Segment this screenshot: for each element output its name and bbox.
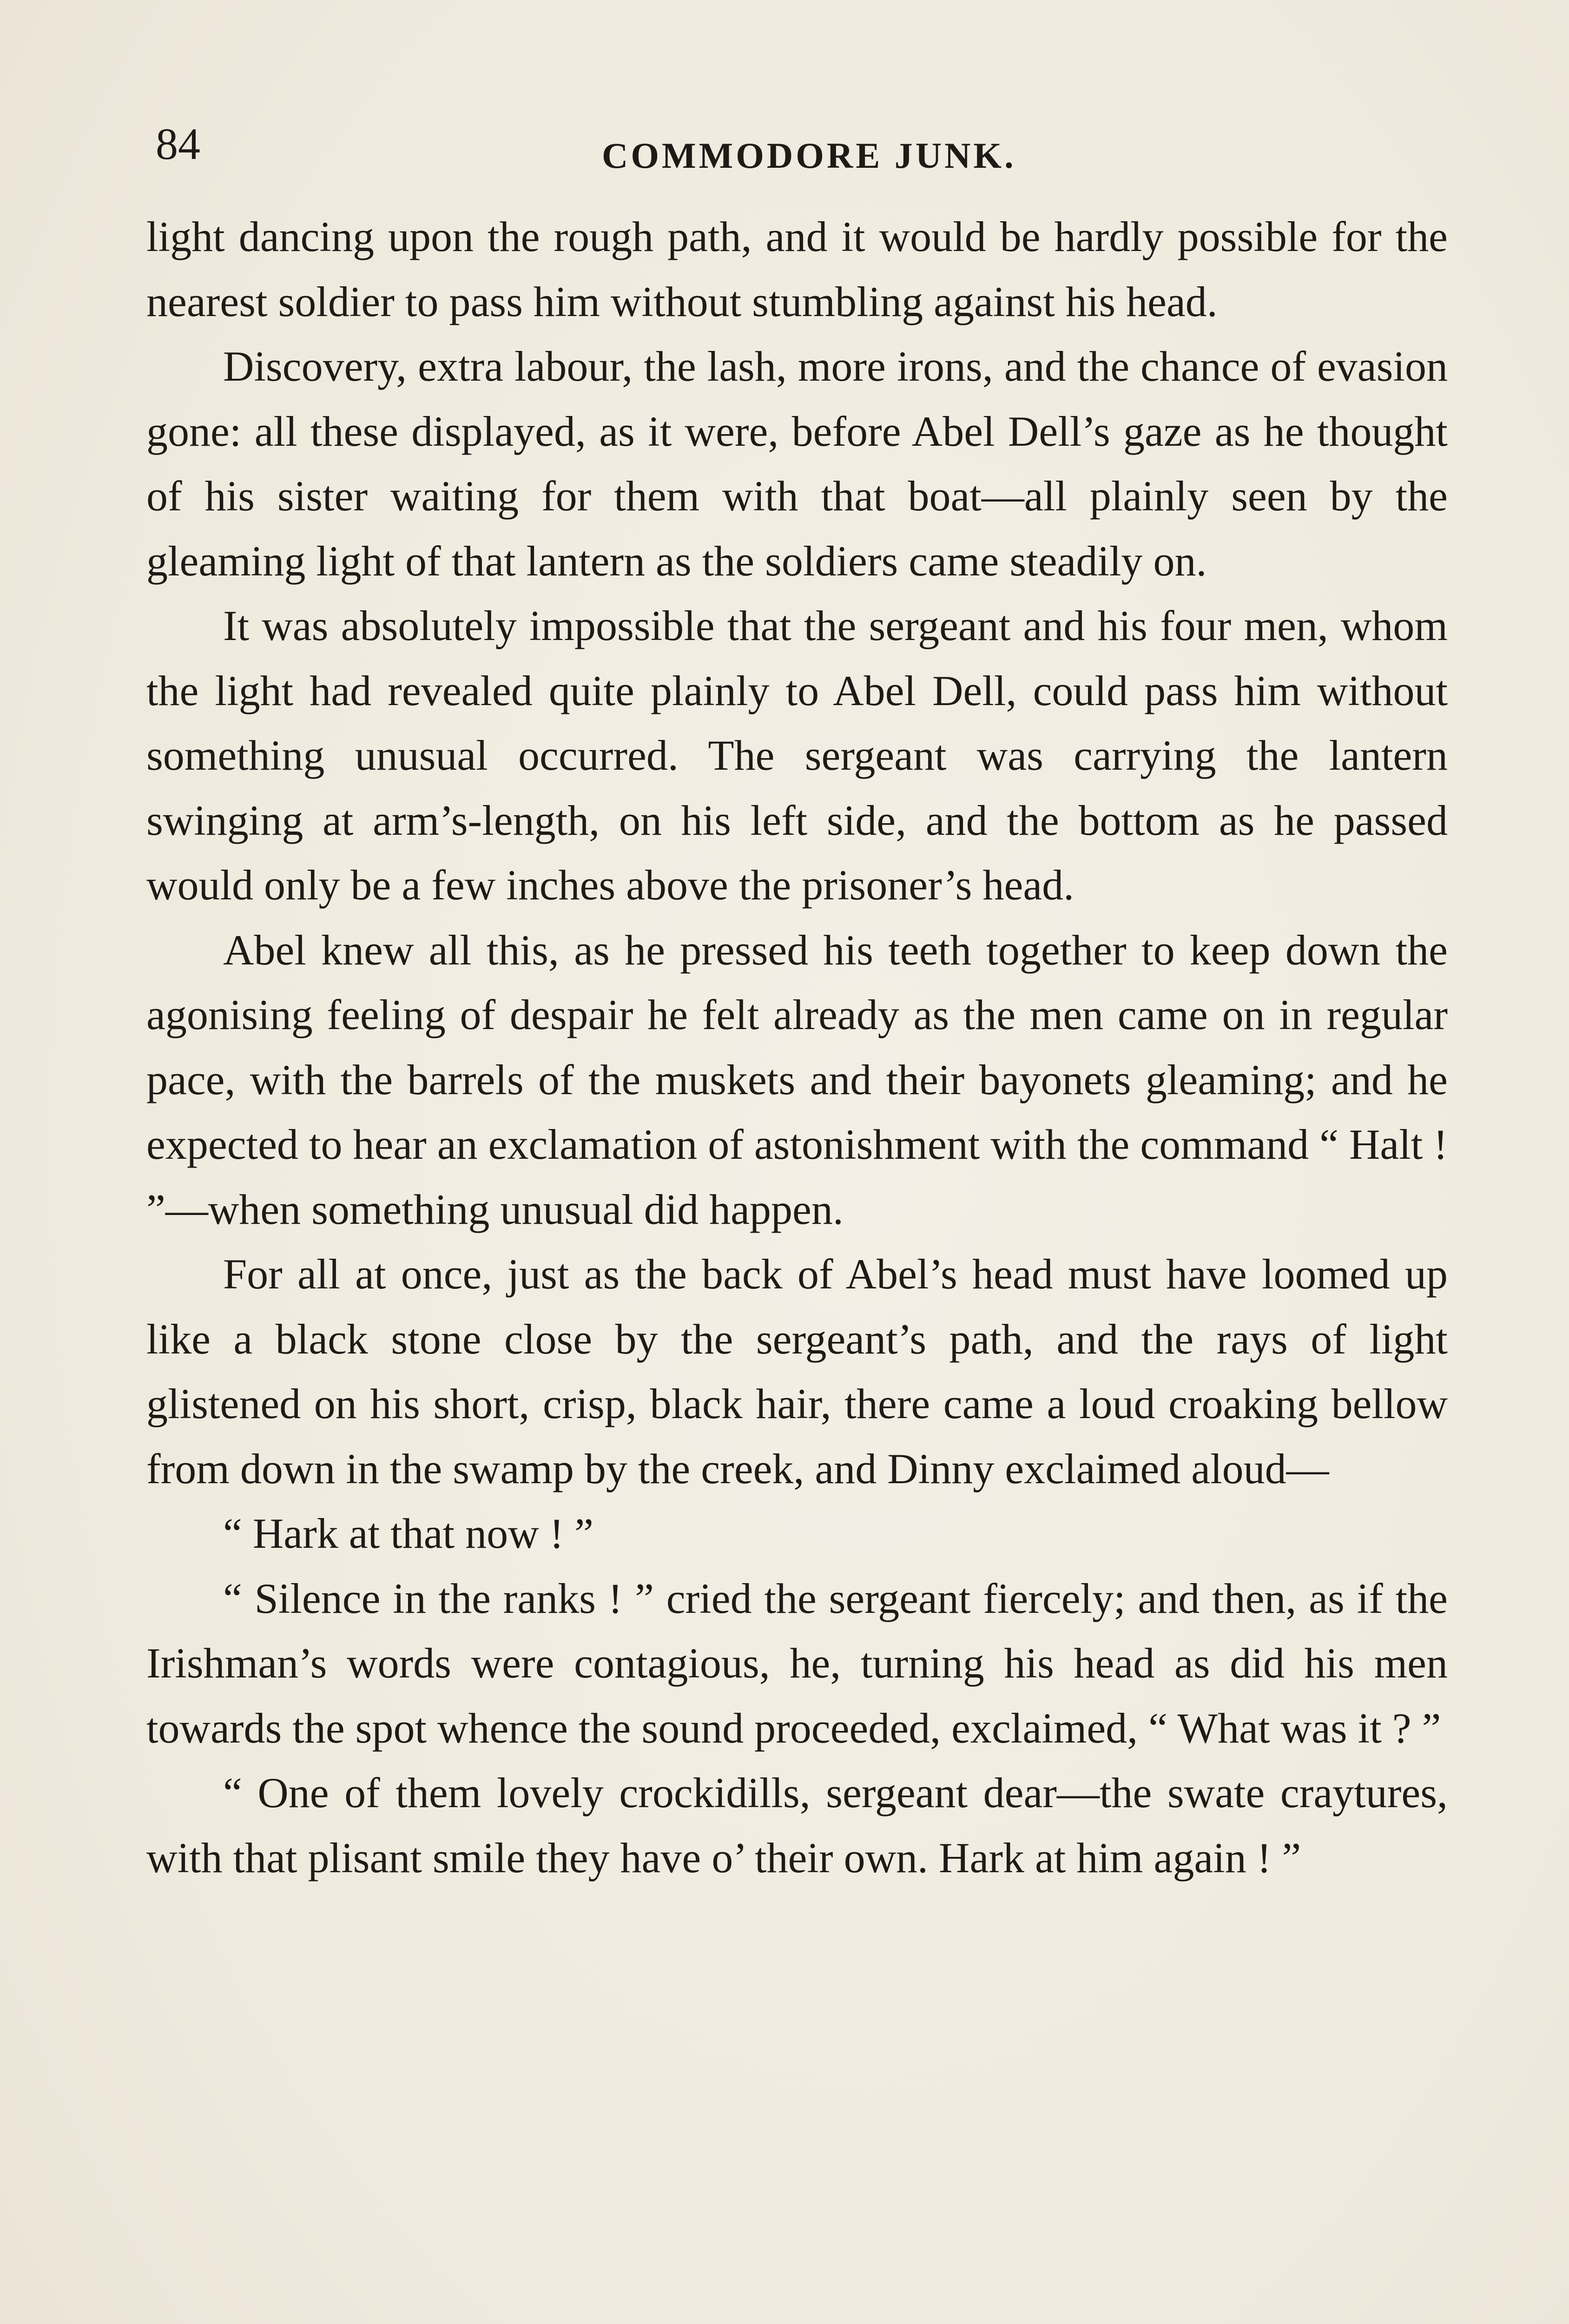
paragraph: Discovery, extra labour, the lash, more irons, and the chance of evasion gone: all these displayed, as it were, before Abel Dell’s gaze as he thought of his sister waiting for them with that boat—all plainly seen by the gleaming light of that lantern as the soldiers came steadily on.: [146, 343, 1448, 585]
running-title: COMMODORE JUNK.: [602, 135, 1016, 176]
paragraph-continued: light dancing upon the rough path, and it would be hardly possible for the nearest soldier to pass him without stumbling against his head.: [146, 213, 1448, 325]
page-number: 84: [156, 119, 200, 169]
paragraph: For all at once, just as the back of Abel’s head must have loomed up like a black stone close by the sergeant’s path, and the rays of light glistened on his short, crisp, black hair, there came a loud croaking bellow from down in the swamp by the creek, and Dinny exclaimed aloud—: [146, 1250, 1448, 1492]
paragraph: Abel knew all this, as he pressed his teeth together to keep down the agonising feeling of despair he felt already as the men came on in regular pace, with the barrels of the muskets and their bayonets gleaming; and he expected to hear an exclamation of astonishment with the command “ Halt ! ”—when something unusual did happen.: [146, 926, 1448, 1233]
page-header: [156, 119, 1448, 184]
body-text: [146, 205, 1448, 1890]
paragraph: It was absolutely impossible that the sergeant and his four men, whom the light had revealed quite plainly to Abel Dell, could pass him without something unusual occurred. The sergeant was carrying the lantern swinging at arm’s-length, on his left side, and the bottom as he passed would only be a few inches above the prisoner’s head.: [146, 602, 1448, 909]
dialogue-line: “ Silence in the ranks ! ” cried the sergeant fiercely; and then, as if the Irishman’s words were contagious, he, turning his head as did his men towards the spot whence the sound proceeded, exclaimed, “ What was it ? ”: [146, 1574, 1448, 1752]
dialogue-line: “ Hark at that now ! ”: [223, 1510, 594, 1557]
dialogue-line: “ One of them lovely crockidills, sergeant dear—the swate craytures, with that plisant smile they have o’ their own. Hark at him again ! ”: [146, 1769, 1448, 1882]
